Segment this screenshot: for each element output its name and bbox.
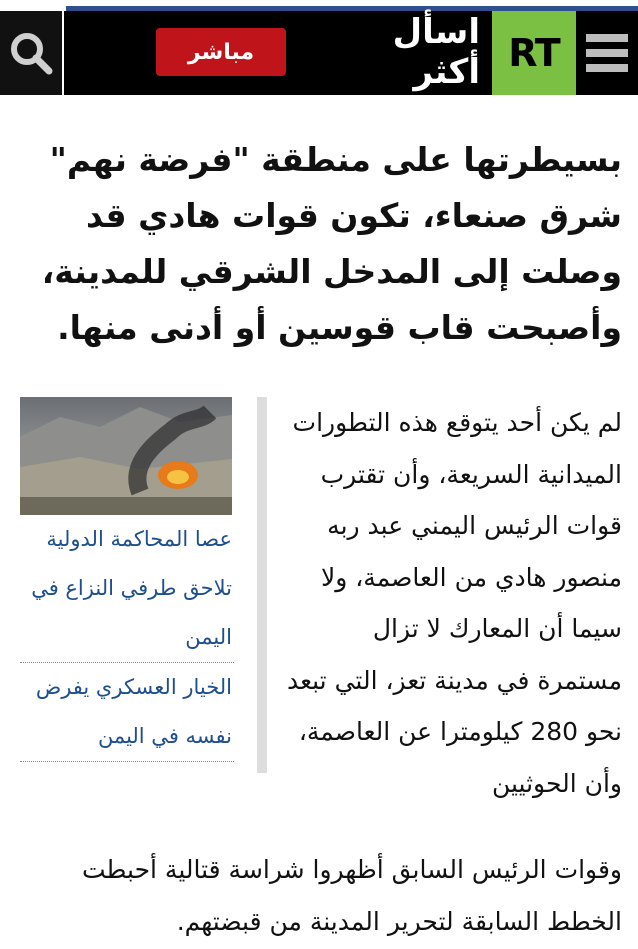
live-button-label: مباشر — [187, 39, 255, 65]
site-header — [0, 11, 638, 95]
related-item-link[interactable]: الخيار العسكري يفرض نفسه في اليمن — [35, 675, 232, 748]
article-lead: بسيطرتها على منطقة "فرضة نهم" شرق صنعاء، تكون قوات هادي قد وصلت إلى المدخل الشرقي للمدينة، وأصبحت قاب قوسين أو أدنى منها. — [41, 140, 622, 347]
related-article-image[interactable] — [20, 397, 232, 515]
article-body-paragraph-continued: وقوات الرئيس السابق أظهروا شراسة قتالية أحبطت الخطط السابقة لتحرير المدينة من قبضتهم. — [81, 855, 622, 936]
related-item-link[interactable]: عصا المحاكمة الدولية تلاحق طرفي النزاع في اليمن — [31, 527, 232, 649]
live-button[interactable] — [156, 28, 286, 76]
article-body-paragraph: لم يكن أحد يتوقع هذه التطورات الميدانية السريعة، وأن تقترب قوات الرئيس اليمني عبد ربه منصور هادي من العاصمة، ولا سيما أن المعارك لا تزال مستمرة في مدينة تعز، التي تبعد نحو 280 كيلومترا عن العاصمة، وأن الحوثيين — [286, 408, 622, 798]
site-slogan: اسأل أكثر — [392, 12, 480, 92]
hamburger-menu-icon[interactable] — [576, 11, 638, 95]
search-button[interactable] — [0, 11, 64, 95]
related-item[interactable] — [20, 515, 234, 663]
rt-logo[interactable] — [492, 11, 576, 95]
related-item[interactable] — [20, 663, 234, 762]
related-articles-box — [20, 397, 234, 762]
rt-logo-text: RT — [508, 31, 560, 75]
search-icon — [9, 31, 53, 75]
related-box-divider — [257, 397, 267, 773]
